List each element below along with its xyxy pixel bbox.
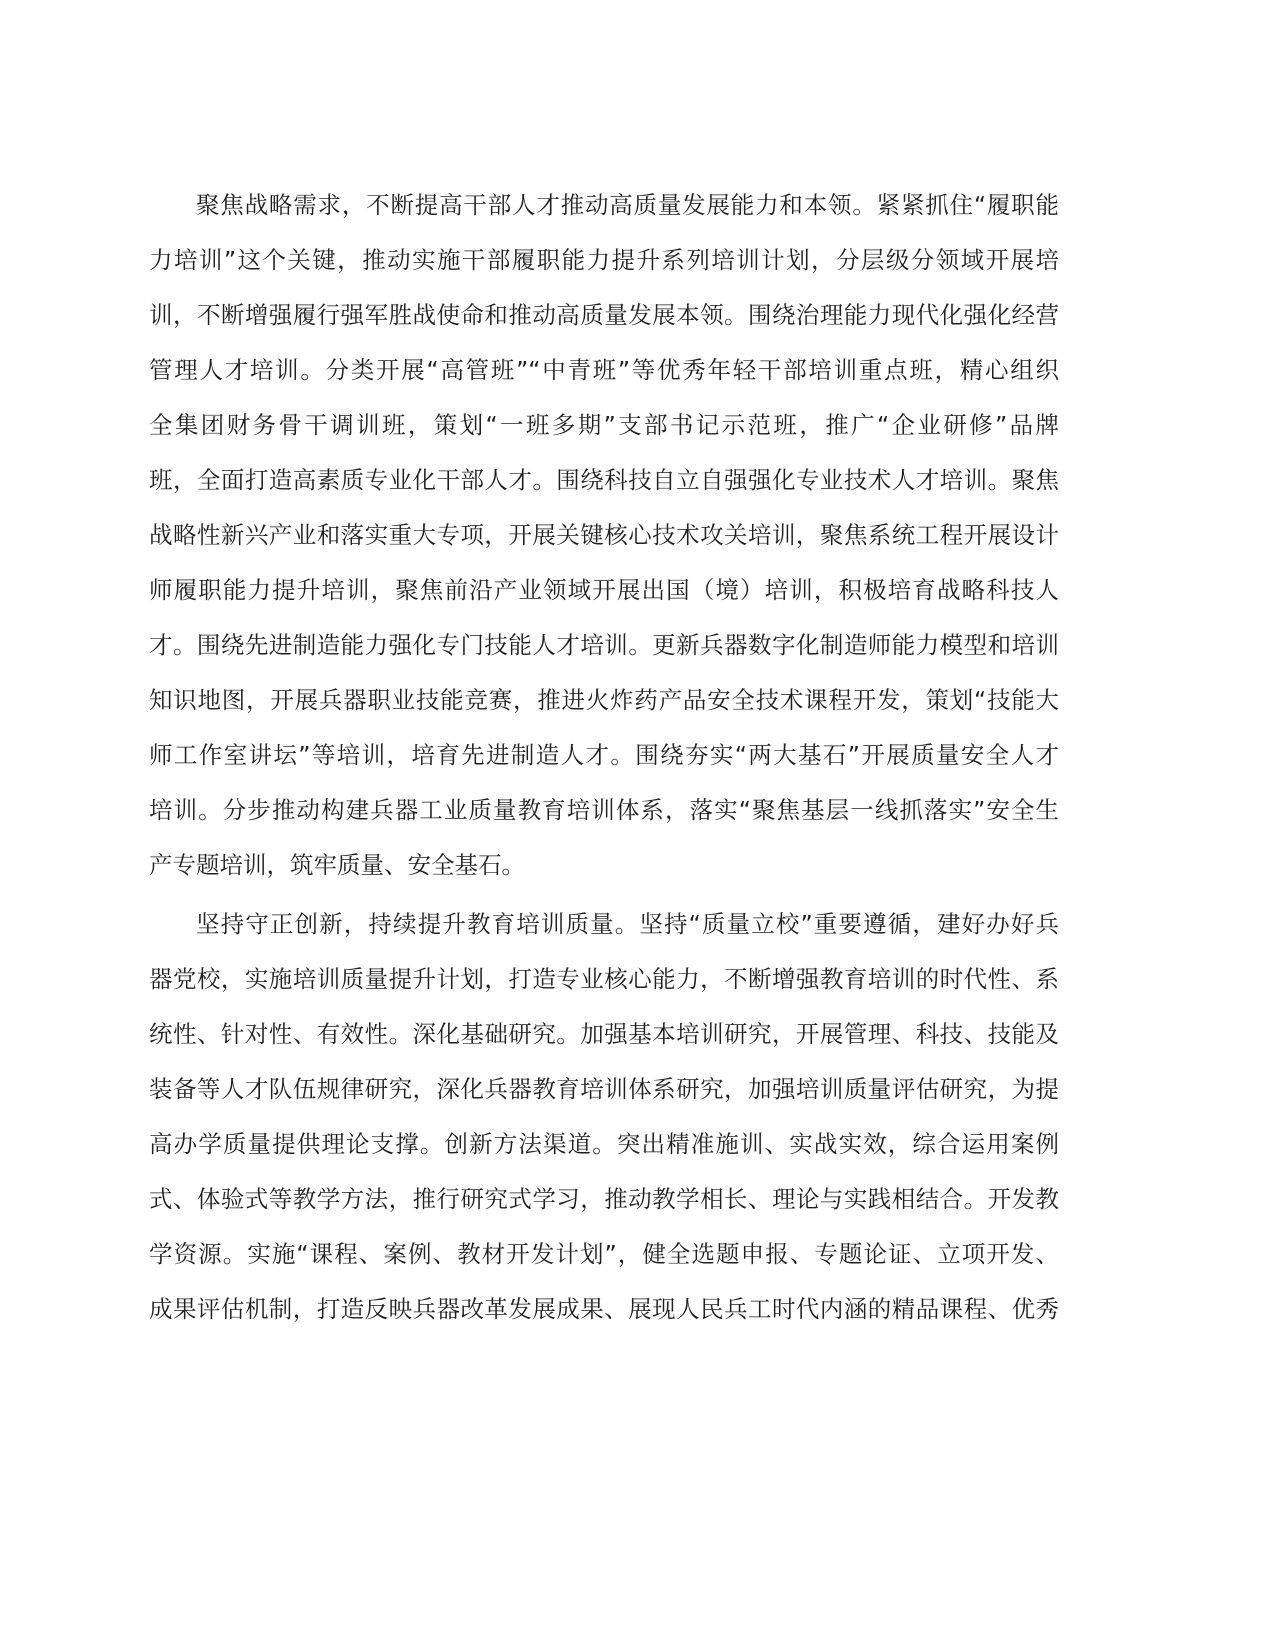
text-line: 学资源。实施“课程、案例、教材开发计划”，健全选题申报、专题论证、立项开发、 [149, 1240, 1059, 1268]
text-line: 培训。分步推动构建兵器工业质量教育培训体系，落实“聚焦基层一线抓落实”安全生 [149, 796, 1059, 824]
text-line: 成果评估机制，打造反映兵器改革发展成果、展现人民兵工时代内涵的精品课程、优秀 [149, 1295, 1059, 1323]
text-line: 器党校，实施培训质量提升计划，打造专业核心能力，不断增强教育培训的时代性、系 [149, 965, 1059, 993]
text-line: 才。围绕先进制造能力强化专门技能人才培训。更新兵器数字化制造师能力模型和培训 [149, 631, 1059, 659]
paragraph-talent-training [149, 178, 1059, 893]
document-body [149, 178, 1059, 1337]
text-line: 班，全面打造高素质专业化干部人才。围绕科技自立自强强化专业技术人才培训。聚焦 [149, 466, 1059, 494]
text-line: 聚焦战略需求，不断提高干部人才推动高质量发展能力和本领。紧紧抓住“履职能 [196, 191, 1059, 219]
text-line: 力培训”这个关键，推动实施干部履职能力提升系列培训计划，分层级分领域开展培 [149, 246, 1059, 274]
text-line: 师工作室讲坛”等培训，培育先进制造人才。围绕夯实“两大基石”开展质量安全人才 [149, 741, 1059, 769]
text-line: 管理人才培训。分类开展“高管班”“中青班”等优秀年轻干部培训重点班，精心组织 [149, 356, 1059, 384]
paragraph-training-quality [149, 897, 1059, 1337]
text-line: 训，不断增强履行强军胜战使命和推动高质量发展本领。围绕治理能力现代化强化经营 [149, 301, 1059, 329]
text-line: 战略性新兴产业和落实重大专项，开展关键核心技术攻关培训，聚焦系统工程开展设计 [149, 521, 1059, 549]
text-line: 坚持守正创新，持续提升教育培训质量。坚持“质量立校”重要遵循，建好办好兵 [196, 910, 1059, 938]
text-line: 统性、针对性、有效性。深化基础研究。加强基本培训研究，开展管理、科技、技能及 [149, 1020, 1059, 1048]
text-line: 装备等人才队伍规律研究，深化兵器教育培训体系研究，加强培训质量评估研究，为提 [149, 1075, 1059, 1103]
text-line: 知识地图，开展兵器职业技能竞赛，推进火炸药产品安全技术课程开发，策划“技能大 [149, 686, 1059, 714]
text-line: 全集团财务骨干调训班，策划“一班多期”支部书记示范班，推广“企业研修”品牌 [149, 411, 1059, 439]
text-line: 产专题培训，筑牢质量、安全基石。 [149, 851, 525, 879]
text-line: 式、体验式等教学方法，推行研究式学习，推动教学相长、理论与实践相结合。开发教 [149, 1185, 1059, 1213]
text-line: 师履职能力提升培训，聚焦前沿产业领域开展出国（境）培训，积极培育战略科技人 [149, 576, 1059, 604]
text-line: 高办学质量提供理论支撑。创新方法渠道。突出精准施训、实战实效，综合运用案例 [149, 1130, 1059, 1158]
